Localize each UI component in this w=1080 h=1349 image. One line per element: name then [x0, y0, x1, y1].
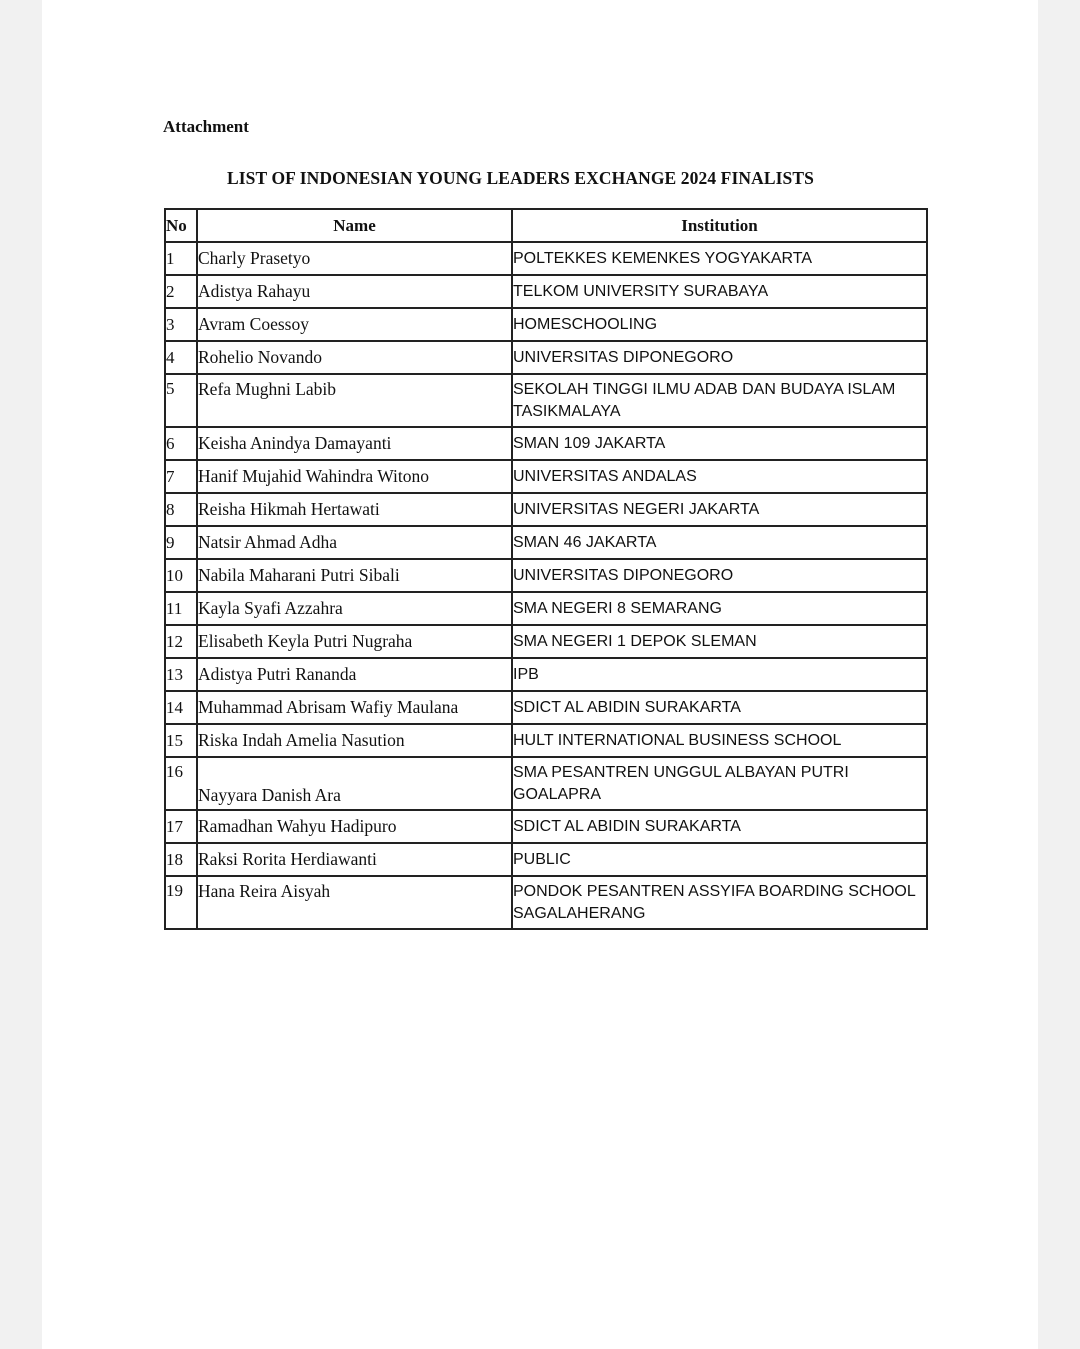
cell-no: 1: [165, 242, 197, 275]
cell-no: 2: [165, 275, 197, 308]
cell-institution: UNIVERSITAS DIPONEGORO: [512, 559, 927, 592]
cell-no: 3: [165, 308, 197, 341]
table-row: [165, 374, 927, 427]
table-header-row: [165, 209, 927, 242]
header-institution: Institution: [512, 209, 927, 242]
cell-no: 10: [165, 559, 197, 592]
document-page: [42, 0, 1038, 1349]
cell-institution: SMAN 109 JAKARTA: [512, 427, 927, 460]
table-row: [165, 757, 927, 810]
cell-institution: TELKOM UNIVERSITY SURABAYA: [512, 275, 927, 308]
cell-name: Refa Mughni Labib: [197, 374, 512, 427]
cell-name: Charly Prasetyo: [197, 242, 512, 275]
cell-no: 11: [165, 592, 197, 625]
table-row: [165, 691, 927, 724]
cell-no: 19: [165, 876, 197, 929]
cell-no: 18: [165, 843, 197, 876]
cell-no: 8: [165, 493, 197, 526]
cell-institution: SMA NEGERI 8 SEMARANG: [512, 592, 927, 625]
cell-no: 17: [165, 810, 197, 843]
cell-name: Nayyara Danish Ara: [197, 757, 512, 810]
cell-institution: SDICT AL ABIDIN SURAKARTA: [512, 810, 927, 843]
header-name: Name: [197, 209, 512, 242]
cell-name: Riska Indah Amelia Nasution: [197, 724, 512, 757]
table-row: [165, 493, 927, 526]
table-row: [165, 592, 927, 625]
cell-name: Reisha Hikmah Hertawati: [197, 493, 512, 526]
cell-no: 14: [165, 691, 197, 724]
cell-institution: SDICT AL ABIDIN SURAKARTA: [512, 691, 927, 724]
cell-name: Hana Reira Aisyah: [197, 876, 512, 929]
table-row: [165, 242, 927, 275]
cell-name: Ramadhan Wahyu Hadipuro: [197, 810, 512, 843]
cell-no: 9: [165, 526, 197, 559]
cell-name: Adistya Rahayu: [197, 275, 512, 308]
cell-no: 4: [165, 341, 197, 374]
cell-institution: IPB: [512, 658, 927, 691]
cell-no: 7: [165, 460, 197, 493]
cell-name: Hanif Mujahid Wahindra Witono: [197, 460, 512, 493]
cell-institution: SMA NEGERI 1 DEPOK SLEMAN: [512, 625, 927, 658]
cell-institution: SMA PESANTREN UNGGUL ALBAYAN PUTRI GOALAPRA: [512, 757, 927, 810]
document-title: LIST OF INDONESIAN YOUNG LEADERS EXCHANGE 2024 FINALISTS: [227, 168, 814, 188]
cell-name: Kayla Syafi Azzahra: [197, 592, 512, 625]
table-row: [165, 341, 927, 374]
table-row: [165, 658, 927, 691]
cell-institution: HULT INTERNATIONAL BUSINESS SCHOOL: [512, 724, 927, 757]
cell-institution: UNIVERSITAS NEGERI JAKARTA: [512, 493, 927, 526]
table-row: [165, 308, 927, 341]
cell-institution: UNIVERSITAS DIPONEGORO: [512, 341, 927, 374]
cell-name: Elisabeth Keyla Putri Nugraha: [197, 625, 512, 658]
cell-institution: PUBLIC: [512, 843, 927, 876]
table-row: [165, 275, 927, 308]
table-row: [165, 810, 927, 843]
table-row: [165, 843, 927, 876]
attachment-label: Attachment: [163, 117, 249, 136]
cell-institution: SMAN 46 JAKARTA: [512, 526, 927, 559]
header-no: No: [165, 209, 197, 242]
cell-name: Natsir Ahmad Adha: [197, 526, 512, 559]
cell-no: 12: [165, 625, 197, 658]
cell-name: Avram Coessoy: [197, 308, 512, 341]
cell-name: Rohelio Novando: [197, 341, 512, 374]
cell-institution: PONDOK PESANTREN ASSYIFA BOARDING SCHOOL SAGALAHERANG: [512, 876, 927, 929]
cell-institution: SEKOLAH TINGGI ILMU ADAB DAN BUDAYA ISLAM TASIKMALAYA: [512, 374, 927, 427]
cell-name: Keisha Anindya Damayanti: [197, 427, 512, 460]
table-row: [165, 460, 927, 493]
cell-institution: UNIVERSITAS ANDALAS: [512, 460, 927, 493]
cell-no: 16: [165, 757, 197, 810]
table-row: [165, 876, 927, 929]
table-row: [165, 724, 927, 757]
table-row: [165, 625, 927, 658]
table-row: [165, 559, 927, 592]
cell-no: 13: [165, 658, 197, 691]
cell-name: Nabila Maharani Putri Sibali: [197, 559, 512, 592]
finalists-table: [164, 208, 928, 930]
cell-institution: HOMESCHOOLING: [512, 308, 927, 341]
cell-name: Raksi Rorita Herdiawanti: [197, 843, 512, 876]
cell-no: 6: [165, 427, 197, 460]
cell-name: Muhammad Abrisam Wafiy Maulana: [197, 691, 512, 724]
table-row: [165, 427, 927, 460]
cell-institution: POLTEKKES KEMENKES YOGYAKARTA: [512, 242, 927, 275]
cell-name: Adistya Putri Rananda: [197, 658, 512, 691]
table-row: [165, 526, 927, 559]
cell-no: 5: [165, 374, 197, 427]
cell-no: 15: [165, 724, 197, 757]
